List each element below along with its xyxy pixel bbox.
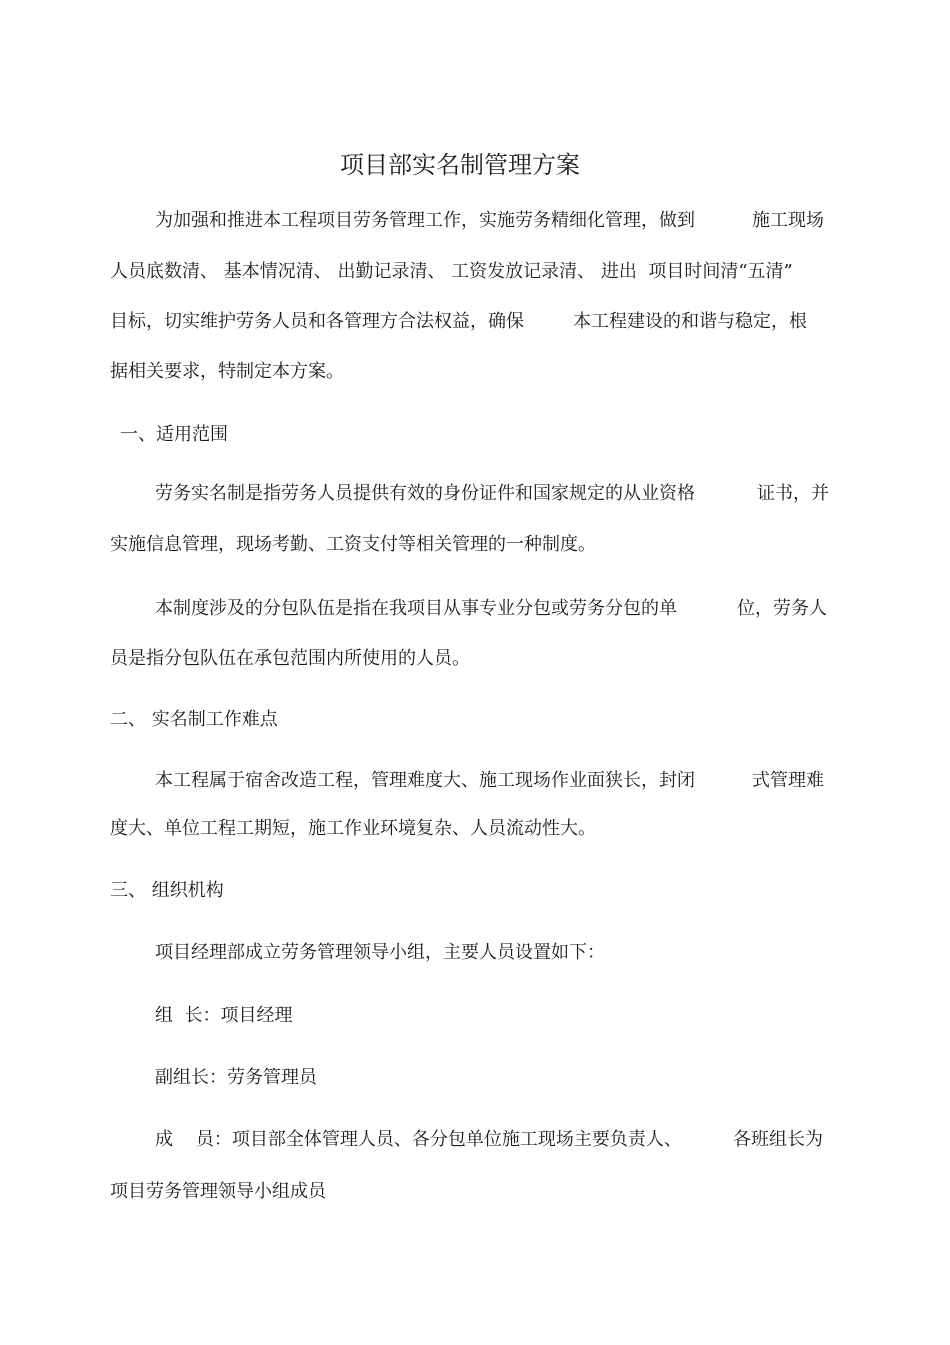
section-2-p1-line-2: 度大、单位工程工期短，施工作业环境复杂、人员流动性大。: [110, 818, 596, 839]
intro-line-3a: 目标，切实维护劳务人员和各管理方合法权益，确保: [110, 311, 524, 332]
section-1-p1-line-1a: 劳务实名制是指劳务人员提供有效的身份证件和国家规定的从业资格: [155, 483, 695, 504]
section-3-deputy: 副组长：劳务管理员: [155, 1067, 317, 1088]
section-1-p2-line-1b: 位，劳务人: [737, 598, 827, 619]
section-1-heading: 一、适用范围: [120, 424, 228, 445]
document-title: 项目部实名制管理方案: [340, 151, 580, 179]
intro-line-2: 人员底数清、 基本情况清、 出勤记录清、 工资发放记录清、 进出 项目时间清“五清”: [110, 261, 793, 282]
intro-line-1b: 施工现场: [752, 210, 824, 231]
section-3-members-line-1b: 各班组长为: [733, 1129, 823, 1150]
intro-line-4: 据相关要求，特制定本方案。: [110, 361, 344, 382]
section-2-p1-line-1b: 式管理难: [752, 770, 824, 791]
intro-line-3b: 本工程建设的和谐与稳定，根: [573, 311, 807, 332]
section-3-heading: 三、 组织机构: [110, 880, 224, 901]
section-3-leader: 组 长：项目经理: [155, 1005, 293, 1026]
section-3-p1: 项目经理部成立劳务管理领导小组，主要人员设置如下：: [155, 942, 605, 963]
section-2-p1-line-1a: 本工程属于宿舍改造工程，管理难度大、施工现场作业面狭长，封闭: [155, 770, 695, 791]
section-3-members-line-2: 项目劳务管理领导小组成员: [110, 1181, 326, 1202]
section-1-p2-line-1a: 本制度涉及的分包队伍是指在我项目从事专业分包或劳务分包的单: [155, 598, 677, 619]
intro-line-1a: 为加强和推进本工程项目劳务管理工作，实施劳务精细化管理，做到: [155, 210, 695, 231]
section-2-heading: 二、 实名制工作难点: [110, 709, 278, 730]
section-3-members-line-1a: 成 员：项目部全体管理人员、各分包单位施工现场主要负责人、: [155, 1129, 682, 1150]
section-1-p1-line-2: 实施信息管理，现场考勤、工资支付等相关管理的一种制度。: [110, 534, 596, 555]
section-1-p1-line-1b: 证书，并: [757, 483, 829, 504]
section-1-p2-line-2: 员是指分包队伍在承包范围内所使用的人员。: [110, 648, 470, 669]
